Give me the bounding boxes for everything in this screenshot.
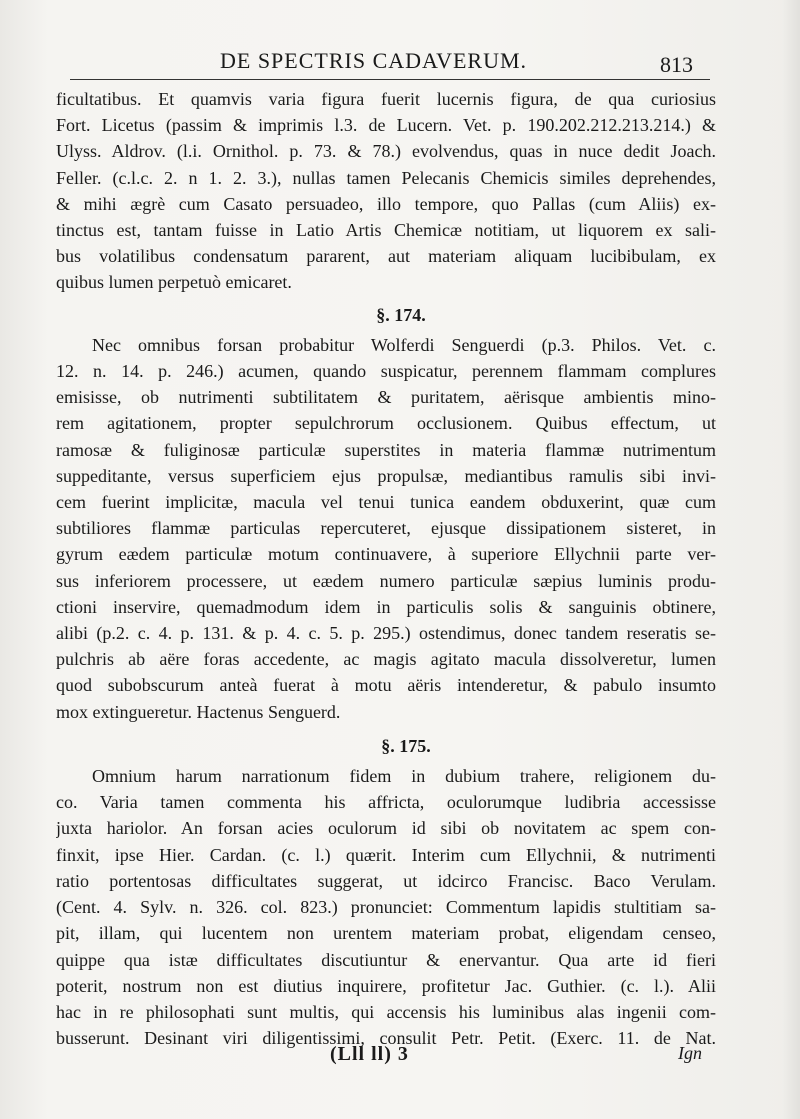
text-line: co. Varia tamen commenta his affricta, oculorumque ludibria accessisse xyxy=(56,792,716,813)
text-line: tinctus est, tantam fuisse in Latio Artis Chemicæ notitiam, ut liquorem ex sali- xyxy=(56,220,716,241)
text-line: rem agitationem, propter sepulchrorum occlusionem. Quibus effectum, ut xyxy=(56,413,716,434)
text-line: subtiliores flammæ particulas repercuteret, ejusque dissipationem sisteret, in xyxy=(56,518,716,539)
text-line: pulchris ab aëre foras accedente, ac magis agitato macula dissolveretur, lumen xyxy=(56,649,716,670)
text-line: 12. n. 14. p. 246.) acumen, quando suspicatur, perennem flammam complures xyxy=(56,361,716,382)
text-line: ficultatibus. Et quamvis varia figura fuerit lucernis figura, de qua curiosius xyxy=(56,89,716,109)
text-line: Omnium harum narrationum fidem in dubium trahere, religionem du- xyxy=(92,766,716,787)
body-text xyxy=(56,86,716,1051)
text-line: alibi (p.2. c. 4. p. 131. & p. 4. c. 5. p. 295.) ostendimus, donec tandem reseratis se- xyxy=(56,623,716,644)
section-heading-175: §. 175. xyxy=(381,735,431,756)
text-line: gyrum eædem particulæ motum continuavere, à superiore Ellychnii parte ver- xyxy=(56,544,716,565)
text-line: emisisse, ob nutrimenti subtilitatem & puritatem, aërisque ambientis mino- xyxy=(56,387,716,408)
text-line: poterit, nostrum non est diutius inquirere, profitetur Jac. Guthier. (c. l.). Alii xyxy=(56,975,716,996)
catchword: Ign xyxy=(678,1043,702,1063)
signature-mark: (Lll ll) 3 xyxy=(330,1043,409,1065)
text-line: finxit, ipse Hier. Cardan. (c. l.) quærit. Interim cum Ellychnii, & nutrimenti xyxy=(56,844,716,865)
text-line: Feller. (c.l.c. 2. n 1. 2. 3.), nullas tamen Pelecanis Chemicis similes deprehendes, xyxy=(56,167,716,188)
text-line: & mihi ægrè cum Casato persuadeo, illo tempore, quo Pallas (cum Aliis) ex- xyxy=(56,193,716,214)
text-line: mox extingueretur. Hactenus Senguerd. xyxy=(56,701,341,722)
text-line: Nec omnibus forsan probabitur Wolferdi Senguerdi (p.3. Philos. Vet. c. xyxy=(92,334,716,355)
text-line: pit, illam, qui lucentem non urentem materiam probat, eligendam censeo, xyxy=(56,923,716,944)
text-line: busserunt. Desinant viri diligentissimi, consulit Petr. Petit. (Exerc. 11. de Nat. xyxy=(56,1028,716,1049)
text-line: ramosæ & fuliginosæ particulæ superstites in materia flammæ nutrimentum xyxy=(56,439,716,460)
paragraph-3 xyxy=(56,763,716,1051)
text-line: Ulyss. Aldrov. (l.i. Ornithol. p. 73. & 78.) evolvendus, quas in nuce dedit Joach. xyxy=(56,141,716,162)
section-heading-174: §. 174. xyxy=(376,304,426,325)
paragraph-2 xyxy=(56,332,716,725)
text-line: juxta hariolor. An forsan acies oculorum id sibi ob novitatem ac spem con- xyxy=(56,818,716,839)
page-edge-shadow xyxy=(782,0,800,1119)
text-line: ctioni inservire, quemadmodum idem in particulis solis & sanguinis obtinere, xyxy=(56,596,716,617)
text-line: cem fuerint implicitæ, macula vel tenui tunica eandem obduxerint, quæ cum xyxy=(56,492,716,513)
running-title: DE SPECTRIS CADAVERUM. xyxy=(220,48,528,73)
paragraph-1 xyxy=(56,86,716,296)
text-line: quippe qua istæ difficultates discutiuntur & enervantur. Qua arte id fieri xyxy=(56,949,716,970)
header-rule xyxy=(70,79,710,80)
text-line: (Cent. 4. Sylv. n. 326. col. 823.) pronunciet: Commentum lapidis stultitiam sa- xyxy=(56,897,716,918)
text-line: quibus lumen perpetuò emicaret. xyxy=(56,272,292,293)
text-line: bus volatilibus condensatum pararent, aut materiam aliquam lucibibulam, ex xyxy=(56,246,716,267)
text-line: ratio portentosas difficultates suggerat, ut idcirco Francisc. Baco Verulam. xyxy=(56,870,716,891)
page-number: 813 xyxy=(660,52,693,77)
text-line: quod subobscurum anteà fuerat à motu aëris intenderetur, & pabulo insumto xyxy=(56,675,716,696)
text-line: suppeditante, versus superficiem ejus propulsæ, mediantibus ramulis sibi invi- xyxy=(56,465,716,486)
text-line: hac in re philosophati sunt multis, qui accensis his luminibus alas ingenii com- xyxy=(56,1001,716,1022)
text-line: Fort. Licetus (passim & imprimis l.3. de Lucern. Vet. p. 190.202.212.213.214.) & xyxy=(56,115,716,136)
text-line: sus inferiorem processere, ut eædem numero particulæ sæpius luminis produ- xyxy=(56,570,716,591)
